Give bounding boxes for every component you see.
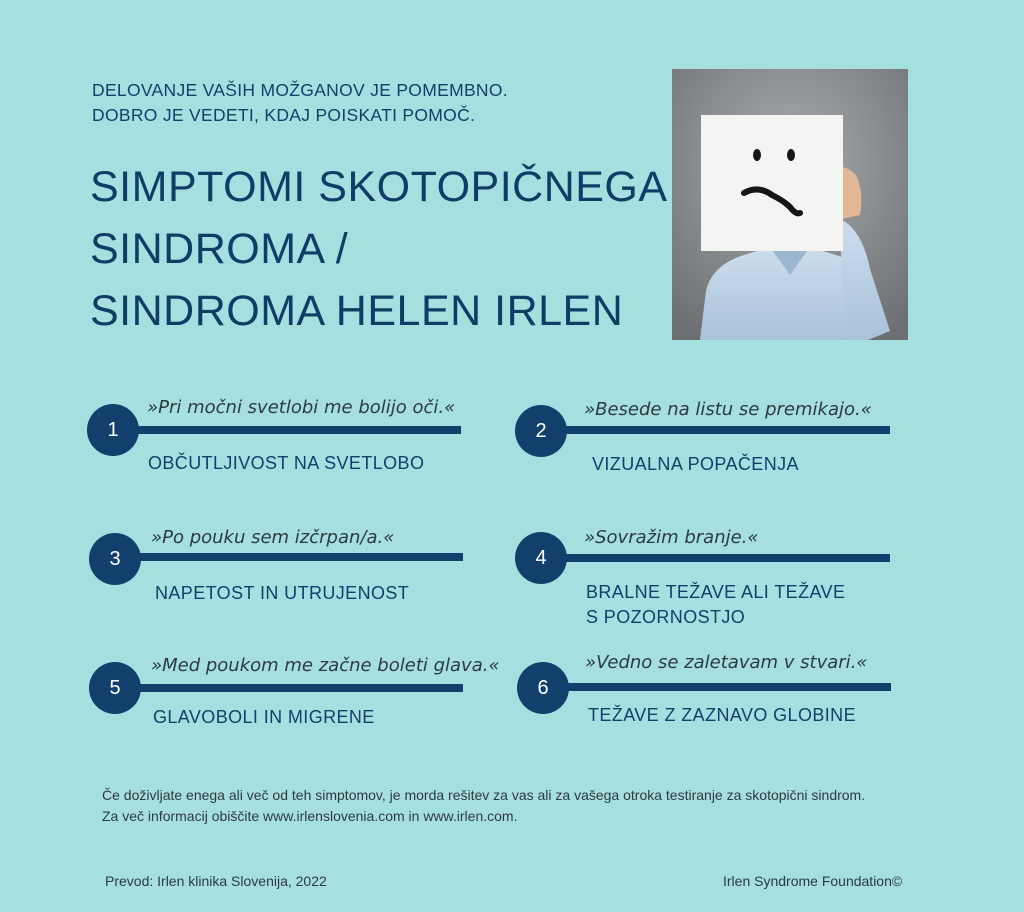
intro-line-2: DOBRO JE VEDETI, KDAJ POISKATI POMOČ.: [92, 105, 476, 125]
symptom-quote: »Pri močni svetlobi me bolijo oči.«: [147, 397, 456, 418]
symptom-quote: »Vedno se zaletavam v stvari.«: [585, 652, 868, 673]
sad-face-photo: [672, 69, 908, 340]
title-line-2: SINDROMA /: [90, 225, 349, 273]
symptom-divider: [542, 683, 891, 691]
symptom-label: BRALNE TEŽAVE ALI TEŽAVE: [586, 582, 846, 602]
symptom-number-badge: 2: [515, 405, 567, 457]
symptom-label: OBČUTLJIVOST NA SVETLOBO: [148, 453, 425, 473]
info-note-line-1: Če doživljate enega ali več od teh simptomov, je morda rešitev za vas ali za vašega otroka testiranje za skotopični sindrom.: [102, 787, 866, 803]
translation-credit: Prevod: Irlen klinika Slovenija, 2022: [105, 873, 327, 889]
symptom-quote: »Sovražim branje.«: [584, 527, 759, 548]
sad-face-photo-illustration: [672, 69, 908, 340]
info-note: [102, 785, 865, 827]
symptom-number-badge: 1: [87, 404, 139, 456]
symptom-divider: [114, 553, 463, 561]
symptom-label: GLAVOBOLI IN MIGRENE: [153, 707, 375, 727]
symptom-label: TEŽAVE Z ZAZNAVO GLOBINE: [588, 705, 856, 725]
title-line-3: SINDROMA HELEN IRLEN: [90, 287, 624, 335]
page-title: [90, 156, 668, 342]
symptom-divider: [540, 554, 890, 562]
symptom-label: NAPETOST IN UTRUJENOST: [155, 583, 410, 603]
intro-line-1: DELOVANJE VAŠIH MOŽGANOV JE POMEMBNO.: [92, 80, 508, 100]
symptom-label-continued: S POZORNOSTJO: [586, 607, 746, 627]
symptom-quote: »Po pouku sem izčrpan/a.«: [151, 527, 395, 548]
symptom-number-badge: 4: [515, 532, 567, 584]
symptom-label: VIZUALNA POPAČENJA: [592, 454, 799, 474]
symptom-divider: [540, 426, 890, 434]
symptom-divider: [112, 426, 461, 434]
intro-text: [92, 78, 508, 128]
symptom-number-badge: 6: [517, 662, 569, 714]
symptom-quote: »Besede na listu se premikajo.«: [584, 399, 872, 420]
info-note-line-2: Za več informacij obiščite www.irlenslovenia.com in www.irlen.com.: [102, 808, 518, 824]
symptom-quote: »Med poukom me začne boleti glava.«: [151, 655, 500, 676]
symptom-number-badge: 5: [89, 662, 141, 714]
copyright-credit: Irlen Syndrome Foundation©: [723, 873, 903, 889]
title-line-1: SIMPTOMI SKOTOPIČNEGA: [90, 163, 668, 211]
symptom-number-badge: 3: [89, 533, 141, 585]
symptom-divider: [114, 684, 463, 692]
